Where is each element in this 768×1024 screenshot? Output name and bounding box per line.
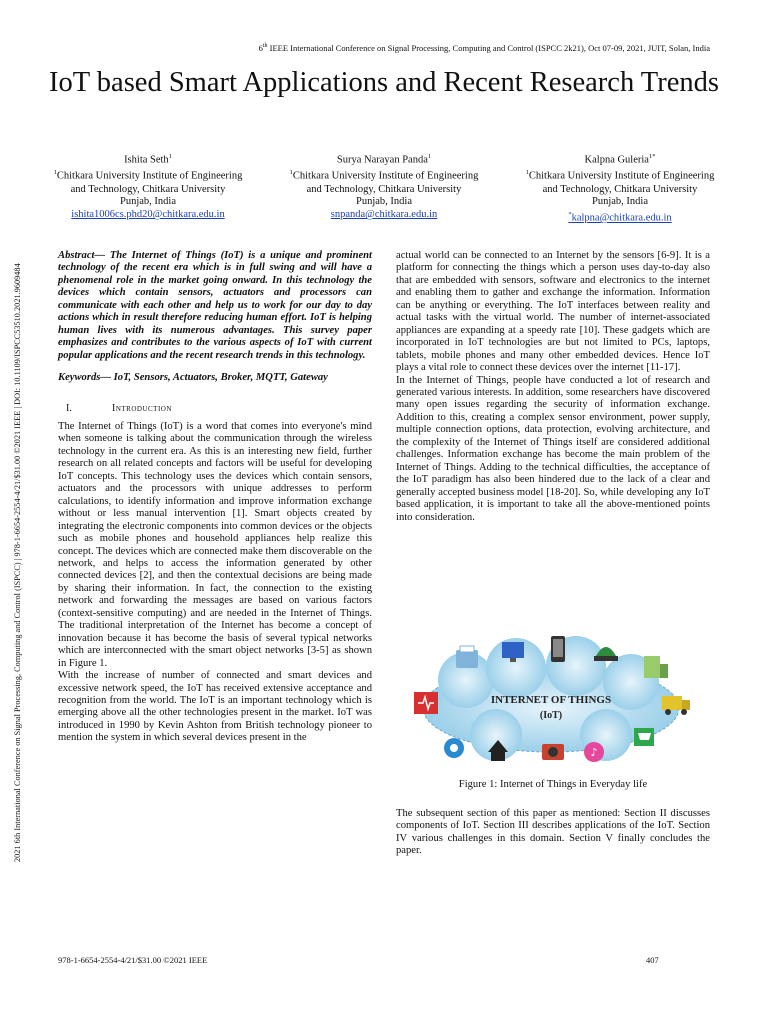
body-paragraph: actual world can be connected to an Internet by the sensors [6-9]. It is a platform for connecting the things which a person uses day-to-day also that are embedded with sensors, software and electronics to the internet and enabling them to gather and exchange the information. Information can be anything or everything. The IoT interfaces between reality and actual tasks with the virtual world. The number of internet-associated appliances are expanding at a speedy rate [10]. These gadgets which are incorporated in IoT technologies are but not limited to PCs, laptops, tablets, mobile phones and many other embedded devices. Hence IoT plays a vital role to connect these devices over the internet [11-17]. <box>396 250 710 374</box>
body-paragraph: The Internet of Things (IoT) is a word that comes into everyone's mind when someone is talking about the communication through the wireless technology in the current era. As this is an interesting new field, further research on all related concepts and factors will be useful for developing IoT concepts. This technology uses the devices which contain sensors, actuators and the processors with unique addresses to perform calculations, to identify information and improve information exchange without or less manual intervention [1]. Smart objects created by integrating the electronic components into common devices or the objects such as mobile phones and household appliances help realize this concept. The devices which are connected make them discoverable on the network, and helps to access the information generated by other connected devices [2], and then the contextual decisions are being made by sharing their information. In fact, the connection to the existing network and forwarding the messages are based on various factors (context-sensitive computing) and are needed in the Internet of Things. The traditional interpretation of the Internet has become a concept of innovation because it has become the basis of several typical networks which are interconnected with the smart object networks [3-5] as shown in Figure 1. <box>58 420 372 669</box>
phone-icon <box>551 636 565 662</box>
doi-sidebar: 2021 6th International Conference on Signal Processing, Computing and Control (ISPCC) | 978-1-6654-2554-4/21/$31.00 ©2021 IEEE | DOI: 10.1109/ISPCC53510.2021.9609484 <box>13 263 22 862</box>
author-location: Punjab, India <box>592 196 648 208</box>
cloud-title: INTERNET OF THINGS <box>490 694 612 706</box>
figure-caption: Figure 1: Internet of Things in Everyday life <box>458 779 648 790</box>
music-icon <box>584 742 604 762</box>
camera-icon <box>542 744 564 760</box>
author-email-link[interactable]: ishita1006cs.phd20@chitkara.edu.in <box>71 209 225 221</box>
paper-title: IoT based Smart Applications and Recent Research Trends <box>49 67 719 98</box>
page-number: 407 <box>646 955 659 965</box>
author-email-link[interactable]: *kalpna@chitkara.edu.in <box>568 211 672 224</box>
author-name: Surya Narayan Panda$^1$ <box>336 153 432 166</box>
cloud-subtitle: (IoT) <box>539 710 563 721</box>
left-column <box>58 250 372 745</box>
printer-icon <box>456 646 478 668</box>
right-column <box>396 250 710 524</box>
keywords: Keywords— IoT, Sensors, Actuators, Broker, MQTT, Gateway <box>58 372 328 384</box>
body-paragraph: The subsequent section of this paper as mentioned: Section II discusses components of IoT. Section III describes applications of the IoT. Section IV various challenges in this domain. Section V finally concludes the paper. <box>396 808 710 857</box>
body-paragraph: In the Internet of Things, people have conducted a lot of research and generated various interests. In addition, some researchers have discovered many open issues regarding the security of information exchange. Addition to this, creating a complex sensor environment, power supply, multiple connection options, data protection, evolving architecture, and the complexity of the Internet of Things itself are considered additional challenges. Information exchange has become the main problem of the Internet of Things. Adding to the technical difficulties, the acceptance of the IoT paradigm has also been hindered due to the lack of a clear and generally accepted business model [18-20]. So, while developing any IoT based application, it is important to take all the above-mentioned points into consideration. <box>396 374 710 523</box>
health-icon <box>414 692 438 714</box>
author-block <box>48 151 248 222</box>
cart-icon <box>634 728 654 746</box>
author-block <box>284 151 484 222</box>
author-affiliation: $^1$Chitkara University Institute of Engineering and Technology, Chitkara University <box>525 169 715 195</box>
author-name: Ishita Seth$^1$ <box>124 153 172 166</box>
author-affiliation: $^1$Chitkara University Institute of Engineering and Technology, Chitkara University <box>289 169 479 195</box>
sensor-icon <box>444 738 464 758</box>
author-name: Kalpna Guleria$^{1*}$ <box>584 153 656 166</box>
iot-figure <box>406 630 696 770</box>
abstract: Abstract— The Internet of Things (IoT) is a unique and prominent technology of the recent era which is in full swing and will have a phenomenal role in the market going onward. In this technology the devices which contain sensors, actuators and processors can communicate with each other and help us to work for our day to day actions which in result therefore reducing human effort. IoT is helping human lives with its numerous advantages. This survey paper emphasizes and contributes to the various aspects of IoT with current popular applications and the recent research trends in this technology. <box>58 250 372 361</box>
conference-header: 6th IEEE International Conference on Signal Processing, Computing and Control (ISPCC 2k21), Oct 07-09, 2021, JUIT, Solan, India <box>258 43 710 53</box>
footer-copyright: 978-1-6654-2554-4/21/$31.00 ©2021 IEEE <box>58 955 208 965</box>
body-paragraph: With the increase of number of connected and smart devices and excessive network speed, the IoT has received extensive acceptance and recognition from the world. The IoT is an important technology which is emerging above all the other technologies present in the market. IoT was introduced in 1990 by Kevin Ashton from British technology pioneer to mention the system in which several devices present in the <box>58 670 372 744</box>
building-icon <box>644 656 668 678</box>
svg-text:♪: ♪ <box>590 746 598 759</box>
author-affiliation: $^1$Chitkara University Institute of Engineering and Technology, Chitkara University <box>53 169 243 195</box>
section-heading: I. Introduction <box>66 402 172 414</box>
author-location: Punjab, India <box>356 196 412 208</box>
iot-diagram <box>406 630 696 770</box>
author-location: Punjab, India <box>120 196 176 208</box>
author-email-link[interactable]: snpanda@chitkara.edu.in <box>330 209 438 221</box>
author-block <box>520 151 720 225</box>
